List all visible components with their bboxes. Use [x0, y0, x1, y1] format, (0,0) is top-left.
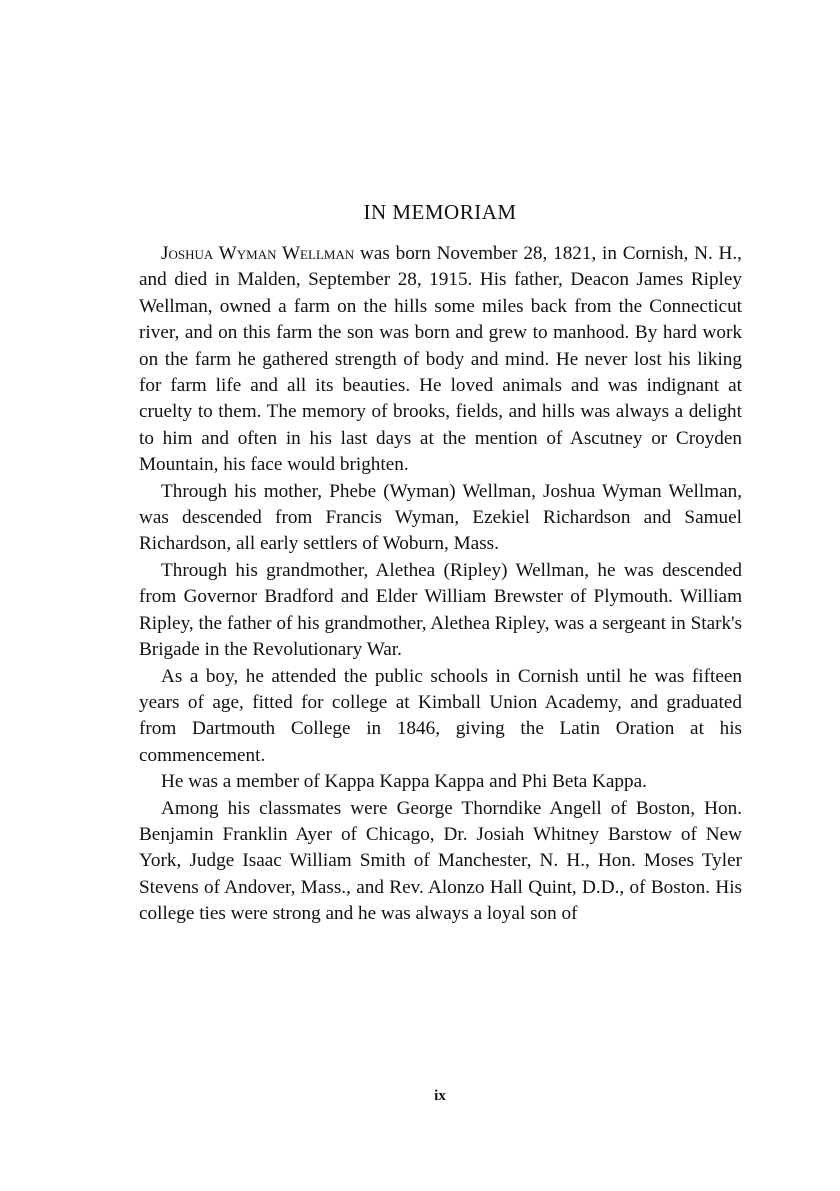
body-text — [139, 241, 742, 928]
paragraph-3: Through his grandmother, Alethea (Ripley) Wellman, he was descended from Governor Bradford and Elder William Brewster of Plymouth. William Ripley, the father of his grandmother, Alethea Ripley, was a sergeant in Stark's Brigade in the Revolutionary War. — [139, 559, 742, 661]
paragraph-1-text: was born November 28, 1821, in Cornish, N. H., and died in Malden, September 28, 1915. His father, Deacon James Ripley Wellman, owned a farm on the hills some miles back from the Connecticut river, and on this farm the son was born and grew to manhood. By hard work on the farm he gathered strength of body and mind. He never lost his liking for farm life and all its beauties. He loved animals and was indignant at cruelty to them. The memory of brooks, fields, and hills was always a delight to him and often in his last days at the mention of Ascutney or Croyden Mountain, his face would brighten. — [139, 243, 742, 476]
paragraph-5: He was a member of Kappa Kappa Kappa and Phi Beta Kappa. — [161, 771, 647, 793]
paragraph-1 — [139, 241, 742, 479]
paragraph-4: As a boy, he attended the public schools in Cornish until he was fifteen years of age, fitted for college at Kimball Union Academy, and graduated from Dartmouth College in 1846, giving the Latin Oration at his commencement. — [139, 665, 742, 766]
page-number: ix — [434, 1088, 446, 1104]
paragraph-6: Among his classmates were George Thorndike Angell of Boston, Hon. Benjamin Franklin Ayer of Chicago, Dr. Josiah Whitney Barstow of New York, Judge Isaac William Smith of Manchester, N. H., Hon. Moses Tyler Stevens of Andover, Mass., and Rev. Alonzo Hall Quint, D.D., of Boston. His college ties were strong and he was always a loyal son of — [139, 797, 742, 925]
paragraph-2: Through his mother, Phebe (Wyman) Wellman, Joshua Wyman Wellman, was descended from Francis Wyman, Ezekiel Richardson and Samuel Richardson, all early settlers of Woburn, Mass. — [139, 480, 742, 555]
subject-name: Joshua Wyman Wellman — [161, 243, 355, 264]
page-heading: IN MEMORIAM — [363, 200, 517, 224]
